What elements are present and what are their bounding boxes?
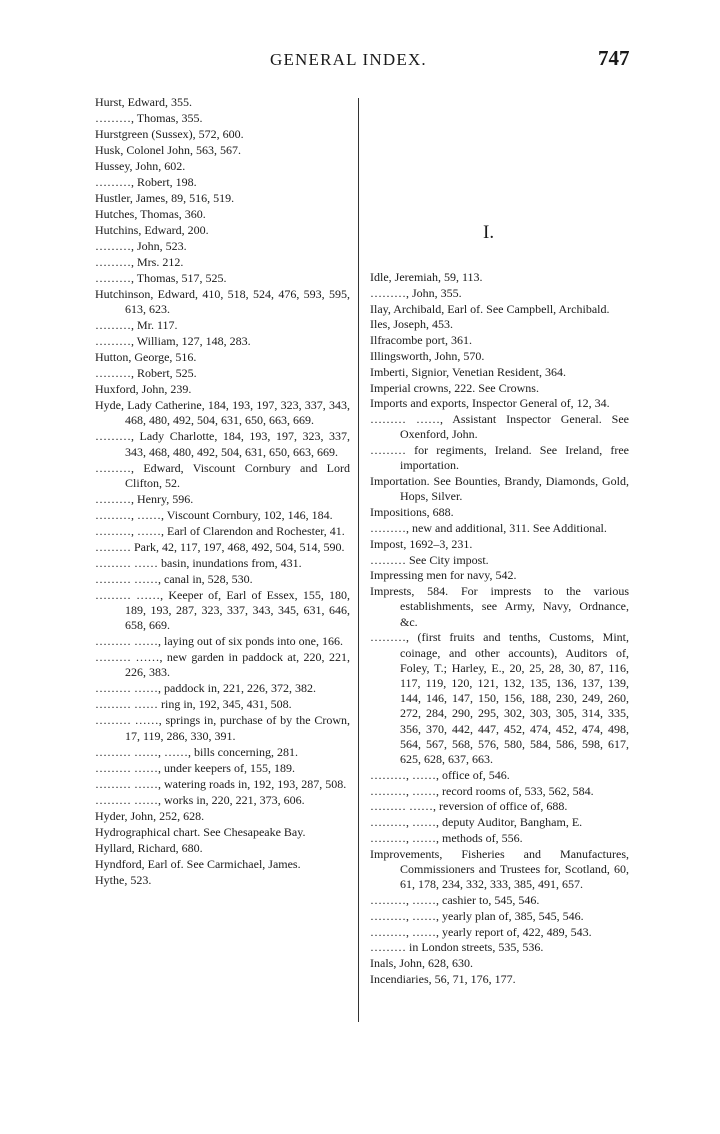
index-entry: Hutches, Thomas, 360. — [95, 207, 206, 221]
column-divider — [358, 98, 359, 1022]
index-entry: Imberti, Signior, Venetian Resident, 364. — [370, 364, 566, 379]
index-entry: ……… See City impost. — [370, 552, 489, 567]
index-entry: Improvements, Fisheries and Manufactures, Commissioners and Trustees for, Scotland, 60, 61, 178, 234, 332, 333, 385, 491, 657. — [370, 846, 629, 892]
index-entry: Illingsworth, John, 570. — [370, 348, 485, 363]
index-entry: ……… ……, Assistant Inspector General. See Oxenford, John. — [370, 412, 629, 442]
index-entry: ………, William, 127, 148, 283. — [95, 334, 251, 349]
index-entry: ………, Thomas, 355. — [95, 111, 203, 125]
index-entry: ………, Lady Charlotte, 184, 193, 197, 323, 337, 343, 468, 480, 492, 504, 631, 650, 663, 669. — [95, 429, 350, 459]
right-column — [370, 270, 629, 987]
index-entry: ………, ……, record rooms of, 533, 562, 584. — [370, 783, 594, 798]
index-entry: ………, ……, yearly report of, 422, 489, 543. — [370, 924, 592, 939]
index-entry: ……… ……, canal in, 528, 530. — [95, 571, 253, 586]
index-entry: ………, (first fruits and tenths, Customs, Mint, coinage, and other accounts), Auditors of, Foley, T.; Harley, E., 20, 25, 28, 30, 87, 116, 117, 119, 120, 121, 132, 135, 136, 137, 139, 144, 146, 147, 150, 156, 188, 230, 249, 260, 272, 284, 290, 295, 302, 303, 305, 314, 335, 356, 370, 442, 447, 452, 474, 452, 474, 498, 564, 567, 568, 576, 580, 584, 586, 598, 617, 625, 628, 637, 663. — [370, 630, 629, 766]
index-entry: Importation. See Bounties, Brandy, Diamonds, Gold, Hops, Silver. — [370, 474, 629, 504]
index-entry: Imports and exports, Inspector General of, 12, 34. — [370, 396, 610, 411]
index-entry: ……… …… basin, inundations from, 431. — [95, 555, 302, 570]
index-entry: ……… ……, works in, 220, 221, 373, 606. — [95, 792, 305, 807]
index-entry: Hythe, 523. — [95, 872, 152, 887]
index-entry: Hyllard, Richard, 680. — [95, 840, 203, 855]
index-entry: Inals, John, 628, 630. — [370, 956, 473, 971]
index-entry: ……… Park, 42, 117, 197, 468, 492, 504, 514, 590. — [95, 539, 345, 554]
index-entry: Incendiaries, 56, 71, 176, 177. — [370, 971, 516, 986]
index-entry: ………, ……, office of, 546. — [370, 767, 510, 782]
index-entry: ………, Edward, Viscount Cornbury and Lord Clifton, 52. — [95, 460, 350, 490]
index-entry: Impositions, 688. — [370, 505, 454, 520]
index-entry: Impressing men for navy, 542. — [370, 568, 517, 583]
index-entry: ………, John, 355. — [370, 285, 462, 300]
index-entry: Ilay, Archibald, Earl of. See Campbell, Archibald. — [370, 301, 610, 316]
index-entry: ……… ……, paddock in, 221, 226, 372, 382. — [95, 681, 316, 696]
index-entry: ………, ……, cashier to, 545, 546. — [370, 892, 540, 907]
index-entry: Hyde, Lady Catherine, 184, 193, 197, 323, 337, 343, 468, 480, 492, 504, 631, 650, 663, 669. — [95, 398, 350, 428]
index-entry: ………, Mrs. 212. — [95, 255, 184, 269]
index-entry: Ilfracombe port, 361. — [370, 333, 472, 348]
page-header — [0, 46, 720, 80]
index-entry: Hyndford, Earl of. See Carmichael, James. — [95, 856, 301, 871]
index-entry: ……… ……, laying out of six ponds into one, 166. — [95, 634, 343, 649]
index-entry: Idle, Jeremiah, 59, 113. — [370, 270, 483, 284]
index-entry: Iles, Joseph, 453. — [370, 317, 453, 332]
index-entry: Impost, 1692–3, 231. — [370, 536, 473, 551]
index-entry: Hurstgreen (Sussex), 572, 600. — [95, 127, 244, 141]
index-entry: ………, ……, methods of, 556. — [370, 830, 523, 845]
index-entry: Hussey, John, 602. — [95, 159, 186, 173]
index-entry: ………, new and additional, 311. See Additional. — [370, 520, 607, 535]
index-entry: ……… ……, reversion of office of, 688. — [370, 799, 568, 814]
left-column — [95, 95, 350, 888]
index-entry: Hydrographical chart. See Chesapeake Bay. — [95, 824, 306, 839]
index-entry: Huxford, John, 239. — [95, 382, 192, 397]
index-entry: Husk, Colonel John, 563, 567. — [95, 143, 242, 157]
index-entry: ……… ……, Keeper of, Earl of Essex, 155, 180, 189, 193, 287, 323, 337, 343, 345, 631, 646, 658, 669. — [95, 587, 350, 633]
index-entry: ………, Henry, 596. — [95, 491, 194, 506]
index-entry: ……… ……, ……, bills concerning, 281. — [95, 744, 298, 759]
index-entry: ……… ……, new garden in paddock at, 220, 221, 226, 383. — [95, 650, 350, 680]
index-entry: ……… …… ring in, 192, 345, 431, 508. — [95, 697, 292, 712]
index-entry: ……… ……, under keepers of, 155, 189. — [95, 760, 295, 775]
index-entry: ……… for regiments, Ireland. See Ireland, free importation. — [370, 443, 629, 473]
index-entry: Hustler, James, 89, 516, 519. — [95, 191, 235, 205]
index-entry: ………, Mr. 117. — [95, 318, 178, 333]
index-entry: ………, ……, Earl of Clarendon and Rochester, 41. — [95, 523, 345, 538]
index-entry: ………, ……, Viscount Cornbury, 102, 146, 184. — [95, 507, 333, 522]
index-entry: ………, Robert, 525. — [95, 366, 197, 381]
index-entry: ………, Thomas, 517, 525. — [95, 271, 227, 285]
index-entry: ………, ……, deputy Auditor, Bangham, E. — [370, 815, 583, 830]
index-entry: Hyder, John, 252, 628. — [95, 808, 205, 823]
index-entry: Imprests, 584. For imprests to the various establishments, see Army, Navy, Ordnance, &c. — [370, 584, 629, 629]
index-entry: ………, John, 523. — [95, 239, 187, 253]
index-entry: ……… ……, watering roads in, 192, 193, 287, 508. — [95, 776, 347, 791]
index-entry: Hurst, Edward, 355. — [95, 95, 192, 109]
index-entry: Hutton, George, 516. — [95, 350, 197, 365]
index-entry: Imperial crowns, 222. See Crowns. — [370, 380, 539, 395]
index-entry: ………, Robert, 198. — [95, 175, 197, 189]
index-entry: ……… in London streets, 535, 536. — [370, 940, 544, 955]
index-entry: ………, ……, yearly plan of, 385, 545, 546. — [370, 908, 584, 923]
index-entry: Hutchinson, Edward, 410, 518, 524, 476, 593, 595, 613, 623. — [95, 287, 350, 317]
running-head: GENERAL INDEX. — [270, 50, 427, 69]
index-entry: Hutchins, Edward, 200. — [95, 223, 209, 237]
index-entry: ……… ……, springs in, purchase of by the Crown, 17, 119, 286, 330, 391. — [95, 713, 350, 743]
section-letter: I. — [483, 222, 495, 243]
page-number: 747 — [598, 46, 630, 70]
